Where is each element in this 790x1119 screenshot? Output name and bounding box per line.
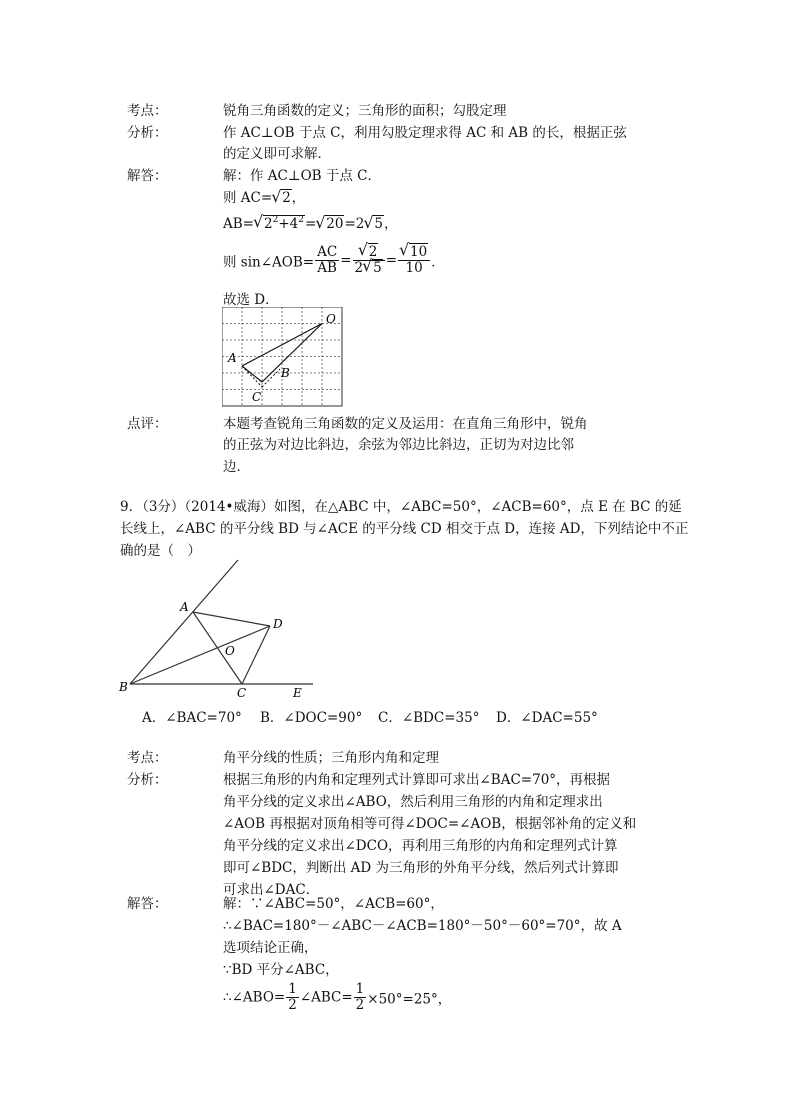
- triangle-figure: [118, 556, 318, 698]
- kaodian-text: 角平分线的性质；三角形内角和定理: [223, 750, 439, 766]
- pingping-line: 本题考查锐角三角函数的定义及运用：在直角三角形中，锐角: [223, 416, 588, 432]
- jieda-line: ∴∠BAC=180°－∠ABC－∠ACB=180°－50°－60°=70°，故 A: [223, 918, 622, 934]
- sin-equation: 则 sin∠AOB= $\frac{AC}{AB}$ = √ $\frac{2}{2√ 5}$ = √ $\frac{10}{10}$ ．: [223, 245, 445, 276]
- q9-stem-line: 长线上，∠ABC 的平分线 BD 与∠ACE 的平分线 CD 相交于点 D，连接 AD，下列结论中不正: [120, 521, 689, 537]
- kaodian-label: 考点：: [127, 103, 168, 119]
- fenxi-line: 作 AC⊥OB 于点 C，利用勾股定理求得 AC 和 AB 的长，根据正弦: [223, 125, 627, 141]
- fenxi-label: 分析：: [127, 125, 168, 141]
- fenxi-line: ∠AOB 再根据对顶角相等可得∠DOC=∠AOB，根据邻补角的定义和: [223, 816, 637, 832]
- fenxi-line: 即可∠BDC，判断出 AD 为三角形的外角平分线，然后列式计算即: [223, 860, 619, 876]
- segment-ac: [242, 366, 262, 387]
- fraction: $\frac{1}{2}$: [288, 981, 297, 1013]
- kaodian-text: 锐角三角函数的定义；三角形的面积；勾股定理: [223, 103, 507, 119]
- ab-equation: AB=√ $2^2+4^2=√$ 20=2√ 5，: [223, 212, 397, 232]
- jieda-line: ∵BD 平分∠ABC，: [223, 962, 339, 978]
- label-d: D: [273, 617, 283, 631]
- fenxi-line: 根据三角形的内角和定理列式计算即可求出∠BAC=70°，再根据: [223, 772, 611, 788]
- label-c: C: [237, 686, 247, 698]
- fenxi-label: 分析：: [127, 772, 168, 788]
- grid-figure: [222, 307, 344, 407]
- pingping-line: 的正弦为对边比斜边，余弦为邻边比斜边，正切为对边比邻: [223, 437, 574, 453]
- jieda-label: 解答：: [127, 896, 168, 912]
- kaodian-label: 考点：: [127, 750, 168, 766]
- ac-equation: 则 AC=√ 2，: [223, 186, 305, 206]
- segment-ab: [242, 366, 262, 382]
- pingping-label: 点评：: [127, 416, 168, 432]
- sqrt-symbol: √ 20: [316, 216, 344, 232]
- pingping-line: 边．: [223, 459, 250, 475]
- fenxi-line: 角平分线的定义求出∠DCO，再利用三角形的内角和定理列式计算: [223, 838, 618, 854]
- fraction: √ $\frac{10}{10}$: [398, 245, 430, 276]
- label-e: E: [293, 686, 302, 698]
- label-b: B: [281, 366, 290, 380]
- segment-cd: [242, 626, 270, 684]
- sqrt-symbol: √ 2: [272, 190, 292, 206]
- grid-lines: [222, 307, 342, 406]
- jieda-line: 解：作 AC⊥OB 于点 C．: [223, 168, 381, 184]
- abo-equation: ∴∠ABO= $\frac{1}{2}$ ∠ABC= $\frac{1}{2}$ ×50°=25°，: [223, 981, 452, 1013]
- fraction: $\frac{AC}{AB}$: [317, 244, 338, 276]
- option-a: A．∠BAC=70°: [142, 710, 242, 726]
- fenxi-line: 的定义即可求解．: [223, 146, 331, 162]
- label-c: C: [252, 390, 262, 404]
- jieda-line: 选项结论正确，: [223, 940, 318, 956]
- segment-bd: [130, 626, 270, 684]
- fraction: √ $\frac{2}{2√ 5}$: [353, 245, 385, 276]
- label-o: O: [326, 312, 336, 326]
- segment-ad: [193, 612, 270, 626]
- sqrt-symbol: √ 5: [364, 216, 384, 232]
- label-a: A: [228, 351, 237, 365]
- jieda-label: 解答：: [127, 168, 168, 184]
- segment-cb: [262, 369, 280, 387]
- sqrt-symbol: √ $2^2+4^2$: [254, 215, 305, 232]
- answer-choice: 故选 D．: [223, 292, 279, 308]
- option-c: C．∠BDC=35°: [378, 710, 480, 726]
- fenxi-line: 可求出∠DAC．: [223, 882, 320, 898]
- jieda-line: 解：∵∠ABC=50°，∠ACB=60°，: [223, 896, 444, 912]
- label-o: O: [225, 644, 235, 658]
- q9-stem-line: 确的是（ ）: [120, 543, 201, 559]
- fraction: $\frac{1}{2}$: [355, 981, 365, 1013]
- label-a: A: [180, 600, 189, 614]
- q9-stem-line: 9．（3分）（2014•威海）如图，在△ABC 中，∠ABC=50°，∠ACB=60°，点 E 在 BC 的延: [120, 499, 682, 515]
- label-b: B: [119, 680, 128, 694]
- option-d: D．∠DAC=55°: [496, 710, 598, 726]
- fenxi-line: 角平分线的定义求出∠ABO，然后利用三角形的内角和定理求出: [223, 794, 603, 810]
- ray-ba: [130, 560, 238, 684]
- option-b: B．∠DOC=90°: [260, 710, 363, 726]
